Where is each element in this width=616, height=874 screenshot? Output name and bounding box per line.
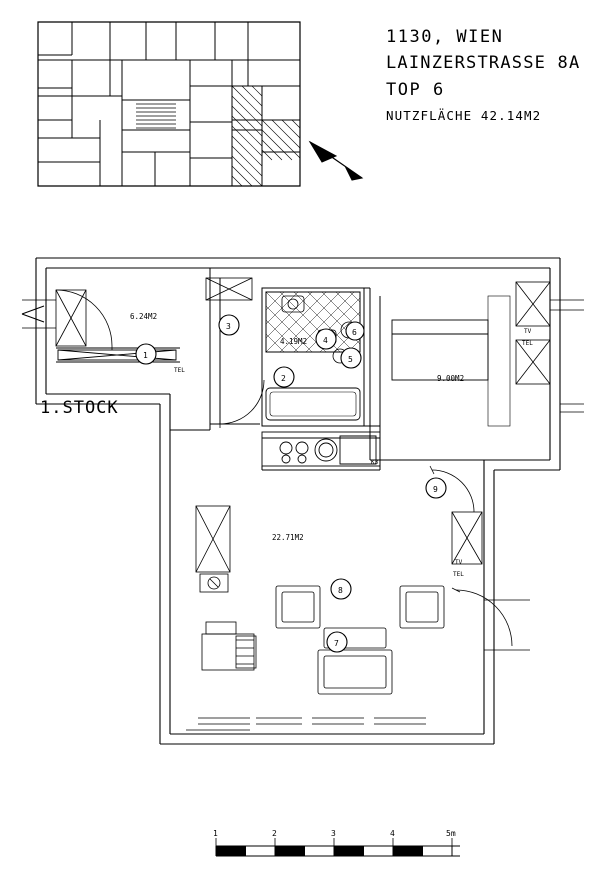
scale-tick-5: 5m — [446, 829, 456, 838]
label-tv-zimmer: TV — [524, 328, 532, 335]
room-area-wohnraum: 22.71M2 — [272, 533, 304, 542]
usable-area: NUTZFLÄCHE 42.14M2 — [386, 108, 542, 123]
scale-tick-2: 2 — [272, 829, 277, 838]
callout-7: 7 — [334, 639, 339, 648]
callout-markers — [136, 315, 446, 652]
callout-9: 9 — [433, 485, 438, 494]
scale-tick-3: 3 — [331, 829, 336, 838]
callout-6: 6 — [352, 328, 357, 337]
label-tel-vorraum: TEL — [174, 367, 185, 374]
north-arrow — [310, 142, 362, 180]
callout-2: 2 — [281, 374, 286, 383]
scale-tick-1: 1 — [213, 829, 218, 838]
room-area-bad: 4.19M2 — [280, 337, 308, 346]
callout-4: 4 — [323, 336, 328, 345]
room-area-vorraum: 6.24M2 — [130, 312, 158, 321]
address-street: LAINZERSTRASSE 8A — [386, 53, 581, 73]
callout-1: 1 — [143, 351, 148, 360]
label-tel-zimmer: TEL — [522, 340, 533, 347]
label-k3: K3 — [371, 459, 379, 466]
callout-3: 3 — [226, 322, 231, 331]
label-tv-wohnraum: TV — [455, 559, 463, 566]
unit-number: TOP 6 — [386, 80, 445, 100]
callout-5: 5 — [348, 355, 353, 364]
floor-label: 1.STOCK — [40, 398, 119, 418]
apartment-floor-plan — [22, 258, 584, 744]
scale-bar — [216, 838, 460, 856]
label-tel-wohnraum: TEL — [453, 571, 464, 578]
address-city: 1130, WIEN — [386, 27, 504, 47]
scale-tick-4: 4 — [390, 829, 395, 838]
callout-8: 8 — [338, 586, 343, 595]
room-area-zimmer: 9.00M2 — [437, 374, 465, 383]
building-key-plan — [38, 22, 300, 186]
